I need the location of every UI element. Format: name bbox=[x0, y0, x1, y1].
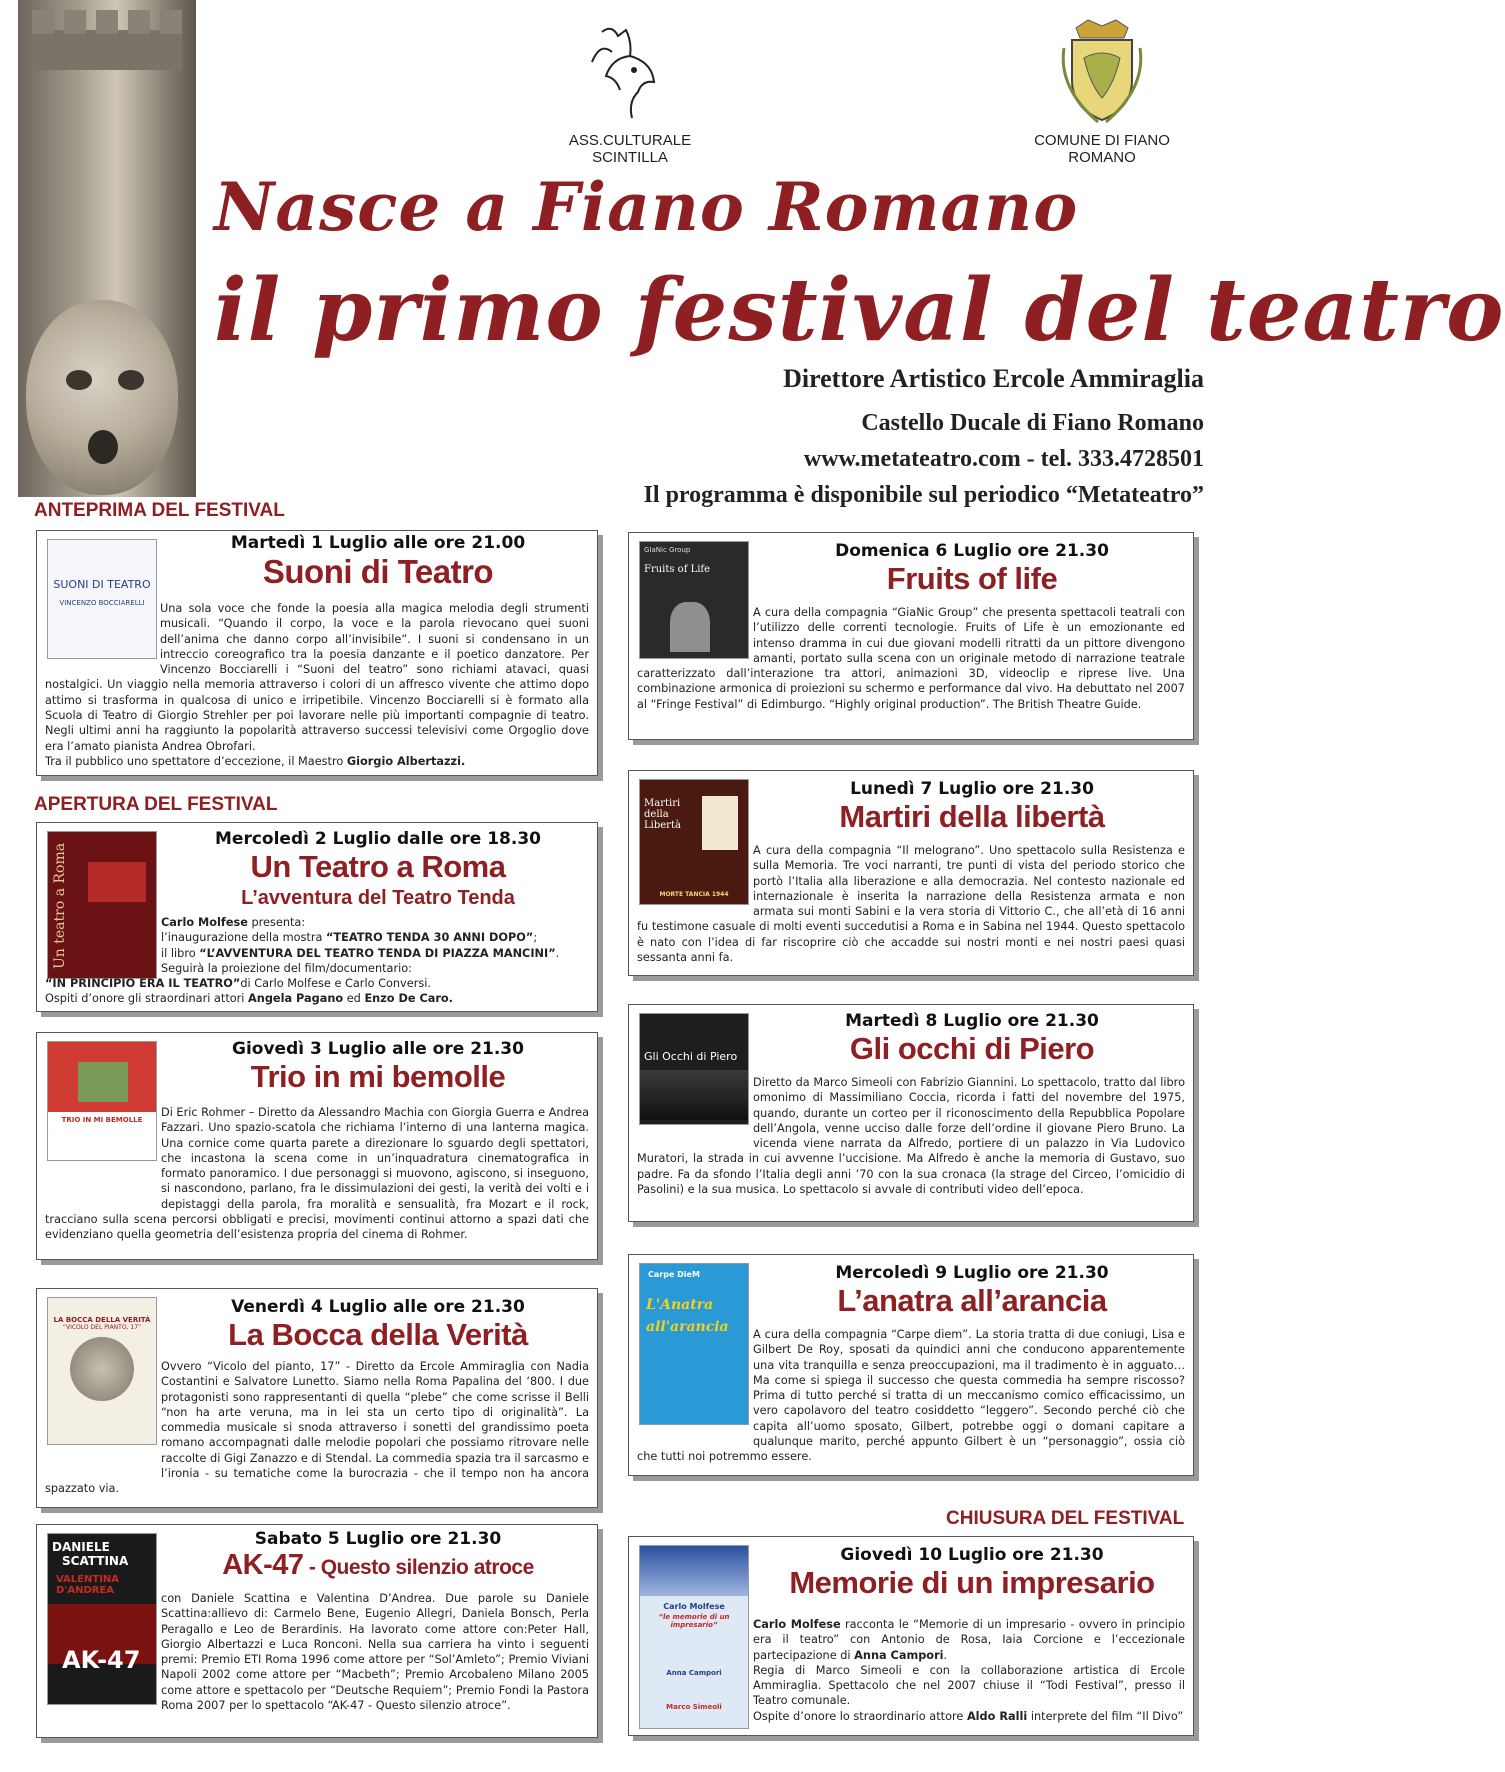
event-3-date: Giovedì 3 Luglio alle ore 21.30 bbox=[232, 1039, 524, 1059]
event-7-date: Lunedì 7 Luglio ore 21.30 bbox=[850, 779, 1094, 799]
event-5-title: AK-47 - Questo silenzio atroce bbox=[222, 1549, 534, 1581]
event-9-title: L’anatra all’arancia bbox=[837, 1283, 1107, 1318]
comune-label: COMUNE DI FIANO ROMANO bbox=[1034, 132, 1170, 166]
event-card-6[interactable] bbox=[628, 532, 1194, 740]
venue: Castello Ducale di Fiano Romano bbox=[861, 410, 1204, 436]
mask-eye bbox=[118, 370, 144, 390]
artistic-director: Direttore Artistico Ercole Ammiraglia bbox=[783, 364, 1204, 393]
event-6-poster-text: Fruits of Life bbox=[644, 564, 711, 575]
event-5-poster-big: AK-47 bbox=[62, 1646, 141, 1674]
event-1-title: Suoni di Teatro bbox=[262, 553, 494, 590]
event-5-poster-line2: SCATTINA bbox=[62, 1554, 129, 1568]
event-3-title: Trio in mi bemolle bbox=[250, 1059, 506, 1094]
event-7-poster-text: Martiri della Libertà bbox=[644, 798, 681, 831]
event-card-3[interactable] bbox=[36, 1032, 598, 1260]
event-3-description: Di Eric Rohmer – Diretto da Alessandro Machia con Giorgia Guerra e Andrea Fazzari. Uno spazio-scatola che richiama l’interno di una lanterna magica. Una cornice come quarta parete a direzionare lo sguardo degli spettatori, che incastona la scena come in un’inquadratura cinematografica in formato panoramico. I due personaggi si muovono, agiscono, si inseguono, si nascondono, parlano, fra le dissimulazioni dei gesti, la verità dei volti e i depistaggi della parola, fra moralità e sensualità, fra Mozart e il rock, tracciano sulla scena percorsi obbligati e precisi, movimenti continui attorno a spazi dati che evidenziano quella geometria dell’esistenza propria del cinema di Rohmer. bbox=[45, 1106, 589, 1242]
event-5-poster-line3: VALENTINA D'ANDREA bbox=[56, 1574, 120, 1596]
event-2-description: Carlo Molfese presenta: l’inaugurazione della mostra “TEATRO TENDA 30 ANNI DOPO”; il libro “L’AVVENTURA DEL TEATRO TENDA DI PIAZZA MANCINI”. Seguirà la proiezione del film/documentario: “IN PRINCIPIO ERA IL TEATRO”di Carlo Molfese e Carlo Conversi. Ospiti d’onore gli straordinari attori Angela Pagano ed Enzo De Caro. bbox=[45, 916, 560, 1006]
event-7-title: Martiri della libertà bbox=[839, 799, 1105, 834]
event-4-title: La Bocca della Verità bbox=[228, 1317, 528, 1352]
event-4-description: Ovvero “Vicolo del pianto, 17” - Diretto da Ercole Ammiraglia con Nadia Costantini e Salvatore Lunetto. Siamo nella Roma Papalina del ‘800. I due protagonisti sono rappresentanti di quella “plebe” che come scrisse il Belli “non ha arte veruna, ma in lei sta un certo tipo di originalità”. La commedia musicale si snoda attraverso i sonetti del grandissimo poeta romano accompagnati dalle melodie popolari che possiamo ritrovare nelle raccolte di Gigi Zanazzo e di Stendal. La commedia spazia tra il sarcasmo e l’ironia - su tematiche come la burocrazia - che il tempo non ha ancora spazzato via. bbox=[45, 1360, 589, 1496]
event-10-poster-text: “le memorie di un impresario” bbox=[658, 1613, 730, 1629]
event-9-poster-text: L'Anatra all'arancia bbox=[646, 1297, 729, 1335]
section-opening: APERTURA DEL FESTIVAL bbox=[34, 794, 278, 815]
event-2-date: Mercoledì 2 Luglio dalle ore 18.30 bbox=[215, 829, 541, 849]
event-9-description: A cura della compagnia “Carpe diem”. La storia tratta di due coniugi, Lisa e Gilbert De Roy, sposati da quindici anni che conducono apparentemente una vita tranquilla e senza preoccupazioni, ma il tradimento è in agguato… Ma come si spiega il successo che questa commedia ha sempre riscosso? Prima di tutto perché si tratta di un meccanismo comico efficacissimo, un vero capolavoro del teatro cosiddetto “leggero”. Secondo perché ciò che capita all’uomo sposato, Gilbert, potrebbe oggi o domani capitare a qualunque marito, perché appunto Gilbert è un “personaggio”, ossia ciò che tutti noi potremmo essere. bbox=[637, 1328, 1185, 1464]
event-10-poster-name: Carlo Molfese bbox=[663, 1602, 725, 1611]
event-4-date: Venerdì 4 Luglio alle ore 21.30 bbox=[231, 1297, 525, 1317]
castle-tower-image bbox=[18, 0, 196, 497]
event-card-1[interactable] bbox=[36, 530, 598, 776]
main-title-line1: Nasce a Fiano Romano bbox=[214, 168, 1079, 246]
contact-info[interactable]: www.metateatro.com - tel. 333.4728501 bbox=[803, 446, 1204, 472]
section-closing: CHIUSURA DEL FESTIVAL bbox=[946, 1508, 1185, 1529]
event-1-poster-title: SUONI DI TEATRO bbox=[53, 578, 151, 591]
event-1-date: Martedì 1 Luglio alle ore 21.00 bbox=[230, 533, 526, 553]
program-info: Il programma è disponibile sul periodico “Metateatro” bbox=[643, 482, 1204, 508]
event-card-5[interactable] bbox=[36, 1524, 598, 1738]
event-8-date: Martedì 8 Luglio ore 21.30 bbox=[845, 1011, 1099, 1031]
event-card-9[interactable] bbox=[628, 1254, 1194, 1476]
fiano-coat-of-arms-icon bbox=[1058, 18, 1146, 126]
event-2-title: Un Teatro a Roma bbox=[250, 849, 506, 884]
event-10-date: Giovedì 10 Luglio ore 21.30 bbox=[840, 1545, 1104, 1565]
event-6-description: A cura della compagnia “GiaNic Group” che presenta spettacoli teatrali con l’utilizzo delle correnti tecnologie. Fruits of Life è un emozionante ed intenso dramma in cui due giovani modelli ritratti da un pittore divengono amanti, portato sulla scena con un originale metodo di narrazione teatrale caratterizzato dall’interazione tra attori, animazioni 3D, videoclip e riprese live. Una combinazione armonica di proiezioni su schermo e performance dal vivo. Ha debuttato nel 2007 al “Fringe Festival” di Edimburgo. “Highly original production”. The British Theatre Guide. bbox=[637, 606, 1185, 711]
event-9-date: Mercoledì 9 Luglio ore 21.30 bbox=[835, 1263, 1109, 1283]
mask-mouth bbox=[88, 430, 118, 464]
section-preview: ANTEPRIMA DEL FESTIVAL bbox=[34, 500, 285, 521]
main-title-line2: il primo festival del teatro bbox=[214, 260, 1505, 361]
event-10-poster-name2: Anna Campori bbox=[666, 1669, 722, 1677]
event-10-poster-name3: Marco Simeoli bbox=[666, 1703, 722, 1711]
bocca-della-verita-mask bbox=[26, 300, 178, 495]
event-5-poster-line1: DANIELE bbox=[52, 1540, 110, 1554]
event-6-poster-top: GIaNic Group bbox=[644, 546, 691, 554]
event-card-8[interactable] bbox=[628, 1004, 1194, 1222]
event-card-2[interactable] bbox=[36, 822, 598, 1012]
event-4-poster-sub: “VICOLO DEL PIANTO, 17” bbox=[62, 1324, 142, 1331]
event-1-description: Una sola voce che fonde la poesia alla magica melodia degli strumenti musicali. “Quando il corpo, la voce e la parola rievocano quei suoni dell’anima che danno corpo all’invisibile”. I suoni si condensano in un intreccio coreografico tra la poesia danzante e il poetico danzatore. Per Vincenzo Bocciarelli i “Suoni del teatro” sono richiami atavaci, quasi nostalgici. Un viaggio nella memoria attraverso i colori di un affresco vivente che attimo dopo attimo si trasforma in qualcosa di unico e irripetibile. Vincenzo Bocciarelli si è formato alla Scuola di Teatro di Giorgio Strehler per poi lavorare nelle più importanti compagnie di teatro. Negli ultimi anni ha raggiunto la popolarità attraverso successi televisivi come Orgoglio dove era l’amato pianista Andrea Obrofari. Tra il pubblico uno spettatore d’eccezione, il Maestro Giorgio Albertazzi. bbox=[45, 602, 589, 768]
event-2-subtitle: L’avventura del Teatro Tenda bbox=[241, 887, 515, 909]
tower-crenels bbox=[32, 10, 182, 70]
event-6-date: Domenica 6 Luglio ore 21.30 bbox=[835, 541, 1109, 561]
event-card-10[interactable] bbox=[628, 1536, 1194, 1736]
event-10-description: Carlo Molfese racconta le “Memorie di un impresario - ovvero in principio era il teatro” con Antonio de Rosa, Iaia Corcione e l’eccezionale partecipazione di Anna Campori. Regia di Marco Simeoli e con la collaborazione artistica di Ercole Ammiraglia. Spettacolo che nel 2007 chiuse il “Todi Festival”, presso il Teatro comunale. Ospite d’onore lo straordinario attore Aldo Ralli interprete del film “Il Divo” bbox=[753, 1618, 1185, 1723]
event-8-poster-text: Gli Occhi di Piero bbox=[644, 1050, 738, 1063]
event-8-title: Gli occhi di Piero bbox=[849, 1031, 1095, 1066]
event-5-description: con Daniele Scattina e Valentina D’Andrea. Due parole su Daniele Scattina:allievo di: Carmelo Bene, Eugenio Allegri, Daniela Bonsch, Perla Peragallo e Leo de Berardinis. Ha lavorato come attore con:Peter Hall, Giorgio Albertazzi e Luca Ronconi. Nella sua carriera ha vinto i seguenti premi: Premio ETI Roma 1996 come attore per “Sol’Amleto”; Premio Viviani Napoli 2002 come attore per “Macbeth”; Premio Arcobaleno Milano 2005 come attore e spettacolo per “Deutsche Requiem”; Premio Fondi la Pastora Roma 2007 per lo spettacolo “AK-47 - Questo silenzio atroce”. bbox=[161, 1592, 589, 1713]
event-8-description: Diretto da Marco Simeoli con Fabrizio Giannini. Lo spettacolo, tratto dal libro omonimo di Massimiliano Coccia, ricorda i fatti del novembre del 1975, quando, durante un corteo per il riconoscimento della Repubblica Popolare dell’Angola, venne ucciso dalle forze dell’ordine il giovane Piero Bruno. La vicenda viene narrata da Alfredo, portiere di un palazzo in Via Ludovico Muratori, la strada in cui avvenne l’uccisione. Ma Alfredo è anche la memoria di Gustavo, suo padre. Fa da sfondo l’Italia degli anni ’70 con la sua cronaca (la strage del Circeo, l’omicidio di Pasolini) e la sua musica. Lo spettacolo si avvale di contributi video dell’epoca. bbox=[637, 1076, 1185, 1197]
event-2-poster-text: Un teatro a Roma bbox=[52, 842, 68, 970]
event-7-description: A cura della compagnia “Il melograno”. Uno spettacolo sulla Resistenza e sulla Memoria. Tre voci narranti, tre punti di vista del periodo storico che portò l’Italia alla liberazione e alla democrazia. Nel contesto nazionale ed internazionale è inserita la narrazione della Resistenza armata e non armata sui monti Sabini e la vera storia di Vittorio C., che all’età di 16 anni fu testimone casuale di molti eventi succedutisi a Roma e in Sabina nel 1944. Questo spettacolo è nato con l’idea di far riscoprire ciò che accadde sui nostri monti e nei nostri paesi quasi sessanta anni fa. bbox=[637, 844, 1185, 965]
scintilla-logo-icon bbox=[582, 22, 674, 124]
event-6-title: Fruits of life bbox=[886, 561, 1058, 596]
event-10-title: Memorie di un impresario bbox=[789, 1565, 1155, 1600]
event-1-poster-name: VINCENZO BOCCIARELLI bbox=[59, 599, 145, 607]
event-9-poster-top: Carpe DieM bbox=[648, 1270, 700, 1279]
event-7-poster-bottom: MORTE TANCIA 1944 bbox=[659, 891, 729, 898]
scintilla-label: ASS.CULTURALE SCINTILLA bbox=[568, 132, 692, 166]
event-5-date: Sabato 5 Luglio ore 21.30 bbox=[254, 1529, 502, 1549]
event-card-4[interactable] bbox=[36, 1288, 598, 1508]
event-4-poster-text: LA BOCCA DELLA VERITÀ bbox=[53, 1316, 151, 1324]
event-card-7[interactable] bbox=[628, 770, 1194, 976]
mask-eye bbox=[66, 370, 92, 390]
event-3-poster-text: TRIO IN MI BEMOLLE bbox=[61, 1116, 143, 1124]
